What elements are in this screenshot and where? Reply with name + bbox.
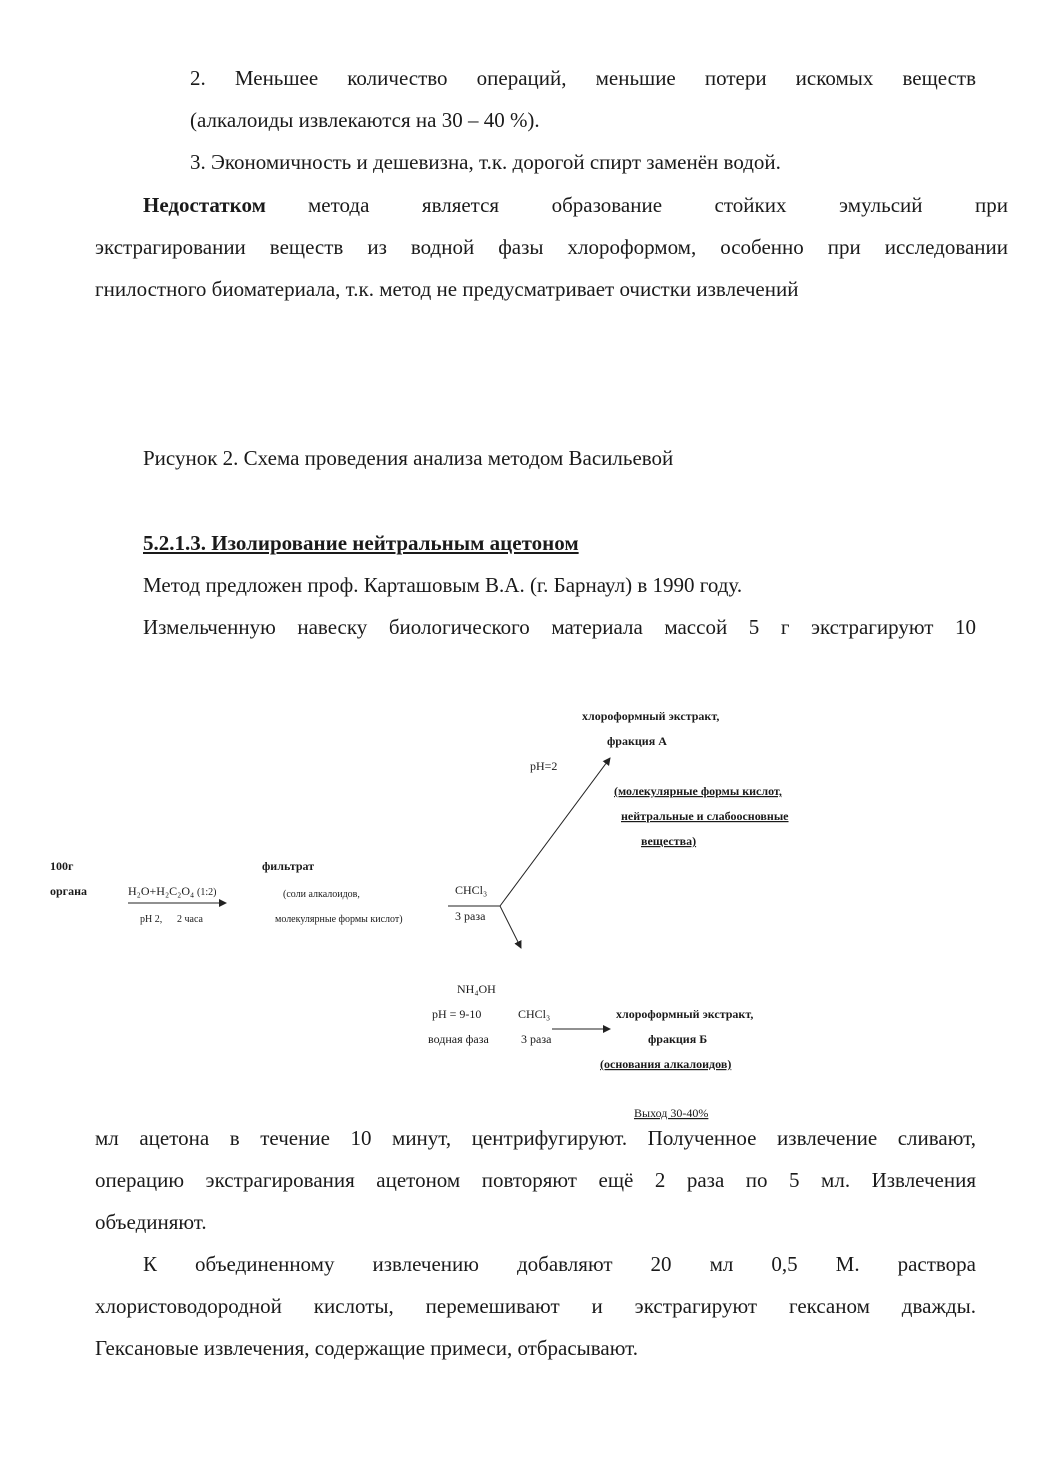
disadvantage-line3: гнилостного биоматериала, т.к. метод не предусматривает очистки извлечений [95, 277, 799, 301]
yield-label: Выход 30-40% [634, 1106, 709, 1120]
times-first: 3 раза [455, 909, 486, 923]
paragraph1-line1: мл ацетона в течение 10 минут, центрифугируют. Полученное извлечение сливают, [95, 1126, 976, 1150]
start-organ: органа [50, 884, 88, 898]
fraction-b-line3: (основания алкалоидов) [600, 1057, 732, 1071]
extraction-scheme [0, 690, 1039, 1130]
paragraph1-line2: операцию экстрагирования ацетоном повторяют ещё 2 раза по 5 мл. Извлечения [95, 1168, 976, 1192]
section-line1: Метод предложен проф. Карташовым В.А. (г. Барнаул) в 1990 году. [143, 573, 743, 597]
ph-2: pH=2 [530, 759, 558, 773]
chcl3-first: CHCl₃ [455, 883, 488, 897]
disadvantage-line1 [143, 195, 1008, 216]
arrow-to-aqueous [500, 906, 521, 948]
fraction-a-line2: фракция А [607, 734, 667, 748]
paragraph2-line3: Гексановые извлечения, содержащие примеси, отбрасывают. [95, 1336, 638, 1360]
arrow-to-fraction-a [500, 758, 610, 906]
fraction-a-line4: нейтральные и слабоосновные [621, 809, 789, 823]
fraction-a-line5: вещества) [641, 834, 697, 848]
list-item-2-line1: 2. Меньшее количество операций, меньшие потери искомых веществ [190, 66, 976, 90]
filtrate-label: фильтрат [262, 859, 315, 873]
paragraph1-line3: объединяют. [95, 1210, 207, 1234]
list-item-3: 3. Экономичность и дешевизна, т.к. дорогой спирт заменён водой. [190, 150, 781, 174]
reagent-ratio: (1:2) [197, 887, 217, 898]
disadvantage-term: Недостатком [143, 193, 266, 217]
fraction-a-line3: (молекулярные формы кислот, [614, 784, 782, 798]
times-second: 3 раза [521, 1032, 552, 1046]
ph-9-10: pH = 9-10 [432, 1007, 482, 1021]
filtrate-note2: молекулярные формы кислот) [275, 914, 403, 925]
list-item-2-line2: (алкалоиды извлекаются на 30 – 40 %). [190, 108, 540, 132]
disadvantage-rest: метода является образование стойких эмульсий при [308, 193, 1008, 217]
aqueous-phase: водная фаза [428, 1032, 489, 1046]
chcl3-second: CHCl₃ [518, 1007, 551, 1021]
disadvantage-line2: экстрагировании веществ из водной фазы хлороформом, особенно при исследовании [95, 235, 1008, 259]
paragraph2-line1: К объединенному извлечению добавляют 20 мл 0,5 М. раствора [143, 1252, 976, 1276]
condition-time: 2 часа [177, 914, 203, 925]
section-heading: 5.2.1.3. Изолирование нейтральным ацетоном [143, 531, 579, 555]
fraction-b-line2: фракция Б [648, 1032, 708, 1046]
filtrate-note1: (соли алкалоидов, [283, 889, 360, 900]
reagent-main: H₂O+H₂C₂O₄ [128, 884, 195, 898]
fraction-b-line1: хлороформный экстракт, [616, 1007, 754, 1021]
section-line2: Измельченную навеску биологического материала массой 5 г экстрагируют 10 [143, 615, 976, 639]
fraction-a-line1: хлороформный экстракт, [582, 709, 720, 723]
nh4oh-label: NH₄OH [457, 982, 496, 996]
figure-caption: Рисунок 2. Схема проведения анализа методом Васильевой [143, 446, 674, 470]
start-amount: 100г [50, 859, 74, 873]
condition-ph: pH 2, [140, 914, 163, 925]
paragraph2-line2: хлористоводородной кислоты, перемешивают и экстрагируют гексаном дважды. [95, 1294, 976, 1318]
